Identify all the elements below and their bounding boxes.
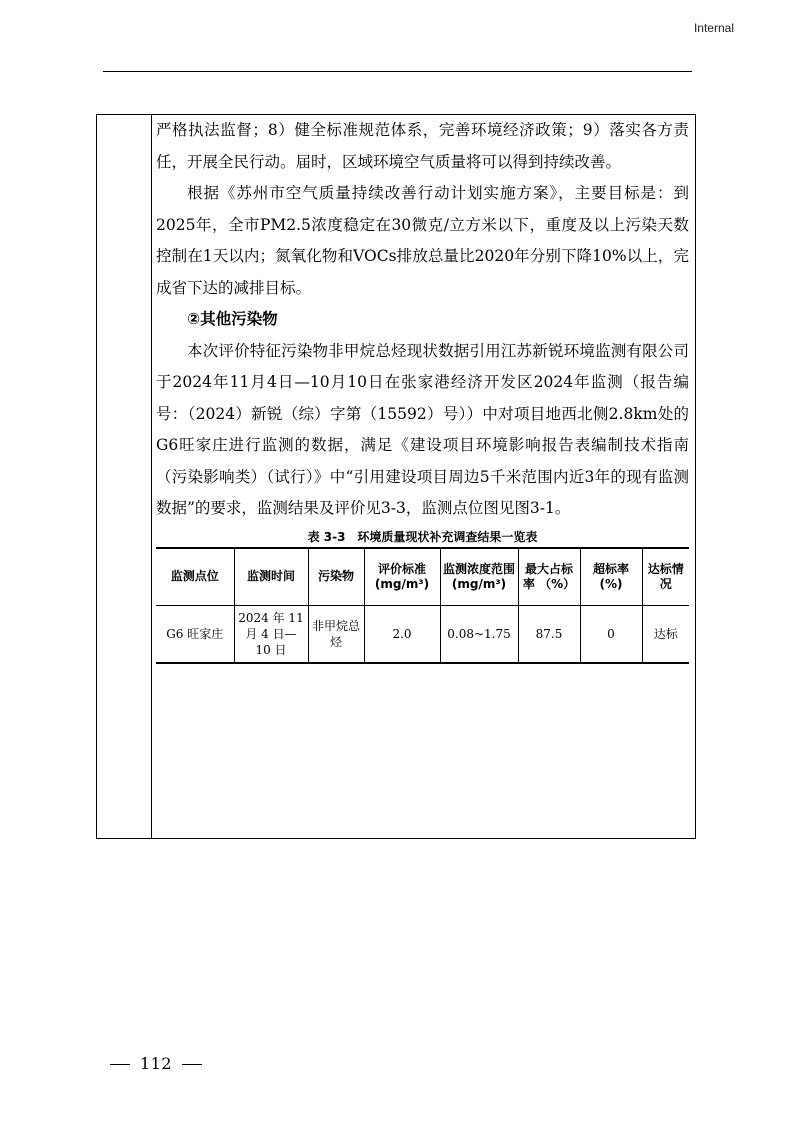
header-rule (103, 71, 692, 72)
table-row (156, 605, 689, 663)
monitoring-results-table (156, 547, 689, 664)
table-header-cell: 评价标准 (mg/m³) (364, 548, 440, 606)
table-header-cell: 污染物 (308, 548, 364, 606)
table-header-cell: 监测浓度范围 (mg/m³) (440, 548, 518, 606)
table-cell: 2.0 (364, 605, 440, 663)
table-cell: 0.08~1.75 (440, 605, 518, 663)
content-frame (96, 114, 696, 839)
page-number (100, 1054, 212, 1073)
table-cell: 0 (580, 605, 642, 663)
table-cell: 达标 (642, 605, 689, 663)
table-header-cell: 超标率 (%) (580, 548, 642, 606)
page-number-dash-left (110, 1064, 130, 1065)
table-cell: 87.5 (518, 605, 580, 663)
paragraph-measures: 严格执法监督；8）健全标准规范体系，完善环境经济政策；9）落实各方责任，开展全民行动。届时，区域环境空气质量将可以得到持续改善。 (156, 121, 689, 171)
page-number-dash-right (182, 1064, 202, 1065)
table-cell: G6 旺家庄 (156, 605, 234, 663)
table-header-row (156, 548, 689, 606)
section-heading-other-pollutants: ②其他污染物 (187, 310, 278, 328)
table-header-cell: 监测点位 (156, 548, 234, 606)
paragraph-suzhou-plan: 根据《苏州市空气质量持续改善行动计划实施方案》，主要目标是：到2025年，全市PM2.5浓度稳定在30微克/立方米以下，重度及以上污染天数控制在1天以内；氮氧化物和VOCs排放总量比2020年分别下降10%以上，完成省下达的减排目标。 (156, 184, 689, 297)
table-header-cell: 最大占标率 （%） (518, 548, 580, 606)
classification-label: Internal (693, 21, 734, 35)
paragraph-monitoring-source: 本次评价特征污染物非甲烷总烃现状数据引用江苏新锐环境监测有限公司于2024年11月4日—10月10日在张家港经济开发区2024年监测（报告编号：（2024）新锐（综）字第（15592）号））中对项目地西北侧2.8km处的G6旺家庄进行监测的数据，满足《建设项目环境影响报告表编制技术指南（污染影响类）（试行）》中“引用建设项目周边5千米范围内近3年的现有监测数据”的要求，监测结果及评价见3-3，监测点位图见图3-1。 (156, 341, 689, 517)
table-header-cell: 监测时间 (234, 548, 308, 606)
table-cell: 2024 年 11 月 4 日— 10 日 (234, 605, 308, 663)
page-number-value: 112 (140, 1054, 173, 1073)
frame-divider (151, 115, 152, 838)
table-header-cell: 达标情况 (642, 548, 689, 606)
table-caption: 表 3-3 环境质量现状补充调查结果一览表 (307, 529, 538, 544)
content-area (156, 115, 689, 664)
table-cell: 非甲烷总烃 (308, 605, 364, 663)
